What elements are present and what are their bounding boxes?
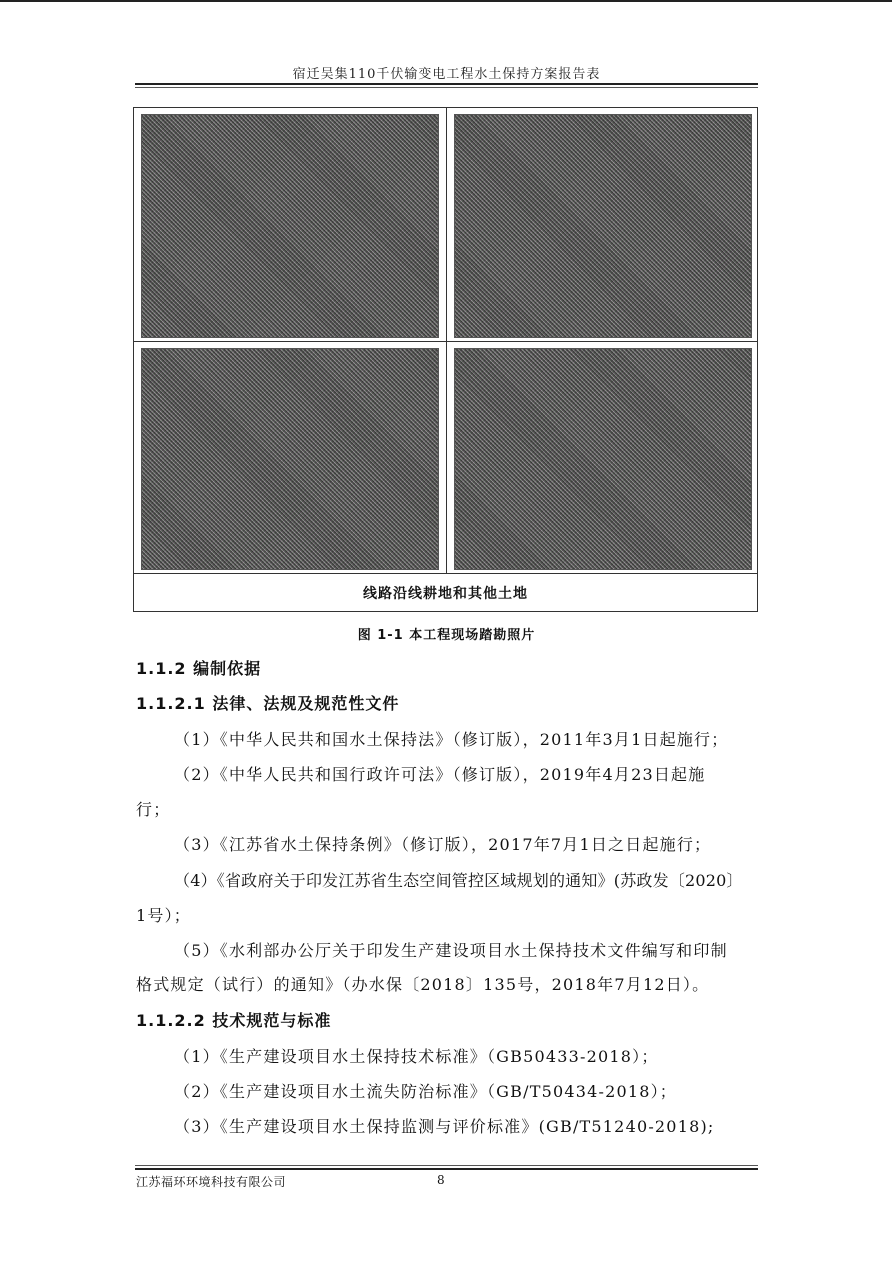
photo-cell — [134, 108, 447, 342]
header-rule-thin — [135, 87, 758, 88]
footer-rule-thin — [135, 1165, 758, 1166]
photo-cell — [447, 108, 757, 342]
list-item: （4）《省政府关于印发江苏省生态空间管控区域规划的通知》(苏政发〔2020〕 — [174, 871, 743, 890]
list-item: （2）《中华人民共和国行政许可法》（修订版），2019年4月23日起施 — [174, 765, 706, 784]
header-rule — [135, 83, 758, 85]
site-photo-3 — [141, 348, 439, 570]
running-header: 宿迁吴集110千伏输变电工程水土保持方案报告表 — [292, 67, 601, 82]
site-photo-1 — [141, 114, 439, 338]
photo-row-caption: 线路沿线耕地和其他土地 — [363, 585, 528, 602]
photo-table — [133, 107, 758, 612]
list-item: （2）《生产建设项目水土流失防治标准》（GB/T50434-2018）； — [174, 1082, 678, 1101]
list-item: （1）《中华人民共和国水土保持法》（修订版），2011年3月1日起施行； — [174, 730, 729, 749]
list-item: （5）《水利部办公厅关于印发生产建设项目水土保持技术文件编写和印制 — [174, 941, 728, 960]
list-item: （3）《生产建设项目水土保持监测与评价标准》(GB/T51240-2018); — [174, 1117, 715, 1136]
photo-cell — [447, 342, 757, 574]
photo-cell — [134, 342, 447, 574]
figure-caption: 图 1-1 本工程现场踏勘照片 — [357, 628, 536, 643]
site-photo-2 — [454, 114, 752, 338]
top-border — [0, 0, 892, 2]
footer-company: 江苏福环环境科技有限公司 — [136, 1175, 287, 1189]
subsection-heading: 1.1.2.2 技术规范与标准 — [136, 1011, 332, 1030]
subsection-heading: 1.1.2.1 法律、法规及规范性文件 — [136, 694, 400, 713]
page-number: 8 — [437, 1173, 445, 1187]
list-item-continuation: 格式规定（试行）的通知》（办水保〔2018〕135号，2018年7月12日）。 — [136, 975, 710, 994]
list-item-continuation: 1号）； — [136, 906, 191, 925]
list-item-continuation: 行； — [136, 800, 171, 819]
section-heading: 1.1.2 编制依据 — [136, 659, 262, 678]
list-item: （1）《生产建设项目水土保持技术标准》（GB50433-2018）； — [174, 1047, 659, 1066]
site-photo-4 — [454, 348, 752, 570]
list-item: （3）《江苏省水土保持条例》（修订版），2017年7月1日之日起施行； — [174, 835, 712, 854]
footer-rule — [135, 1168, 758, 1170]
